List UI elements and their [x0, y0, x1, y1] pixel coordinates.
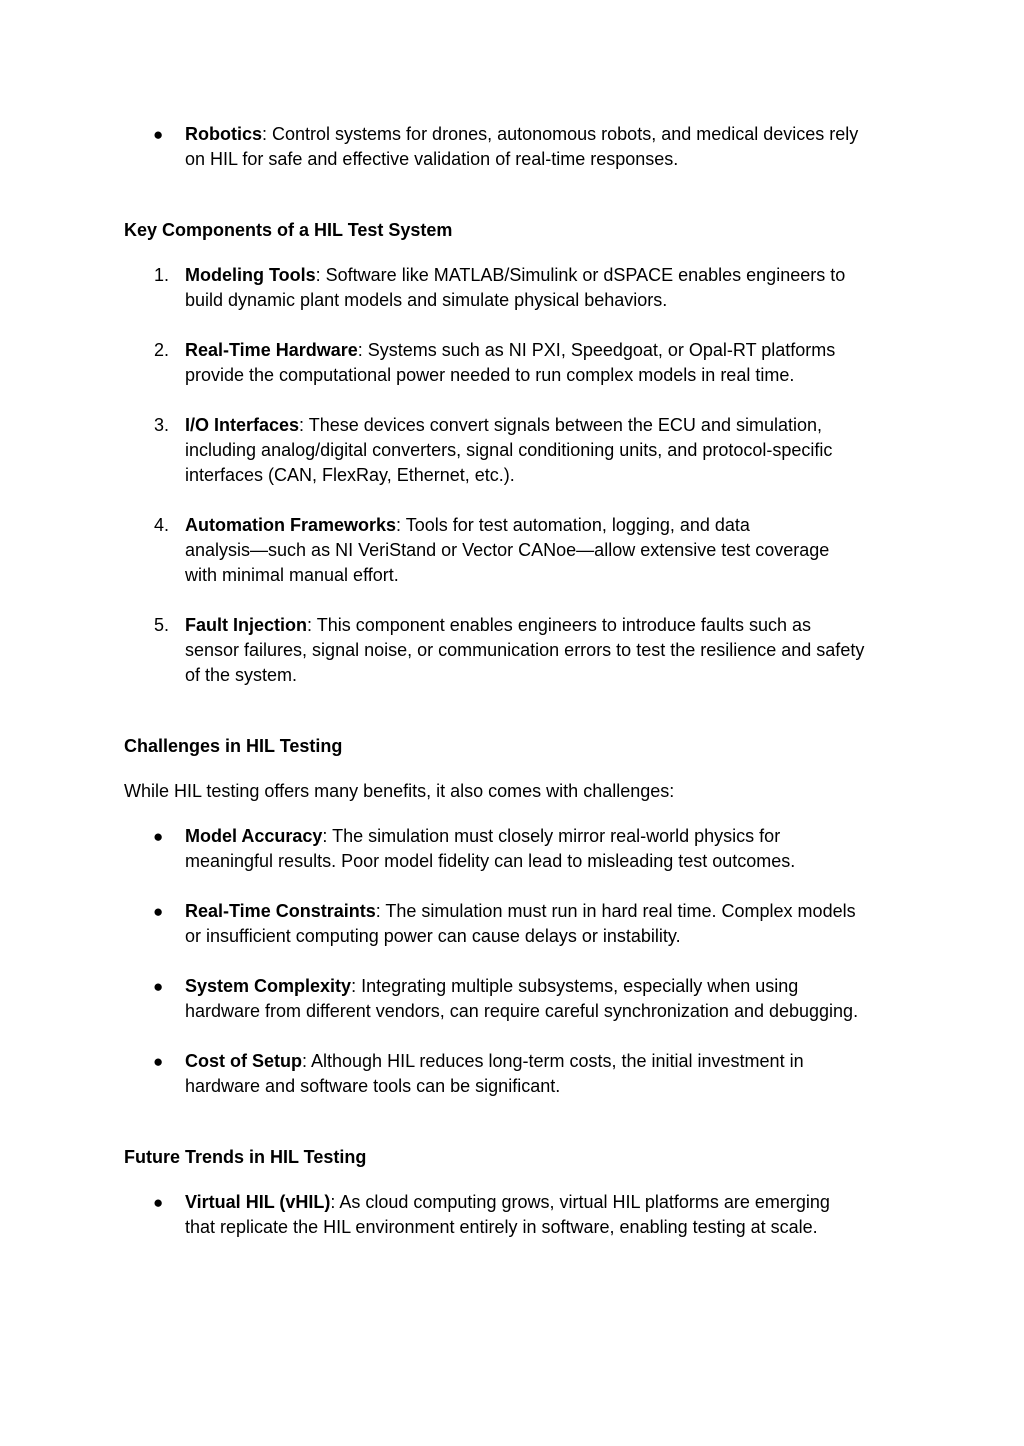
item-term: I/O Interfaces: [185, 415, 300, 435]
item-line: hardware and software tools can be significant.: [185, 1076, 561, 1096]
item-line: including analog/digital converters, signal conditioning units, and protocol-specific: [185, 440, 833, 460]
item-line: meaningful results. Poor model fidelity can lead to misleading test outcomes.: [185, 851, 796, 871]
item-text: : This component enables engineers to introduce faults such as: [307, 615, 811, 635]
item-line: [185, 974, 798, 999]
item-line: [185, 513, 750, 538]
item-line: [185, 122, 858, 147]
item-term: System Complexity: [185, 976, 352, 996]
item-line: [185, 613, 811, 638]
item-term: Fault Injection: [185, 615, 308, 635]
item-term: Virtual HIL (vHIL): [185, 1192, 331, 1212]
item-line: analysis—such as NI VeriStand or Vector CANoe—allow extensive test coverage: [185, 540, 830, 560]
item-line: [185, 263, 845, 288]
item-line: [185, 413, 822, 438]
item-text: : Systems such as NI PXI, Speedgoat, or Opal-RT platforms: [357, 340, 836, 360]
item-text: : Control systems for drones, autonomous robots, and medical devices rely: [262, 124, 859, 144]
item-text: : Although HIL reduces long-term costs, the initial investment in: [302, 1051, 804, 1071]
item-line: hardware from different vendors, can require careful synchronization and debugging.: [185, 1001, 859, 1021]
item-line: that replicate the HIL environment entirely in software, enabling testing at scale.: [185, 1217, 818, 1237]
item-text: : The simulation must run in hard real time. Complex models: [375, 901, 856, 921]
item-term: Cost of Setup: [185, 1051, 302, 1071]
section-heading-components: Key Components of a HIL Test System: [124, 220, 453, 240]
item-line: [185, 899, 856, 924]
item-line: [185, 338, 835, 363]
item-term: Robotics: [185, 124, 263, 144]
section-heading-trends: Future Trends in HIL Testing: [124, 1147, 367, 1167]
item-line: or insufficient computing power can cause delays or instability.: [185, 926, 681, 946]
item-text: : These devices convert signals between the ECU and simulation,: [299, 415, 822, 435]
item-term: Real-Time Constraints: [185, 901, 376, 921]
item-text: : Tools for test automation, logging, and data: [396, 515, 750, 535]
challenges-intro: While HIL testing offers many benefits, it also comes with challenges:: [124, 781, 675, 801]
number-marker: 1.: [154, 265, 170, 285]
item-line: on HIL for safe and effective validation of real-time responses.: [185, 149, 679, 169]
item-line: build dynamic plant models and simulate physical behaviors.: [185, 290, 668, 310]
item-line: interfaces (CAN, FlexRay, Ethernet, etc.).: [185, 465, 515, 485]
bullet-marker: ●: [153, 902, 164, 921]
number-marker: 2.: [154, 340, 170, 360]
bullet-marker: ●: [153, 1052, 164, 1071]
item-term: Modeling Tools: [185, 265, 316, 285]
item-line: provide the computational power needed to run complex models in real time.: [185, 365, 795, 385]
item-text: : As cloud computing grows, virtual HIL platforms are emerging: [330, 1192, 830, 1212]
item-line: [185, 1049, 804, 1074]
number-marker: 3.: [154, 415, 170, 435]
item-text: : The simulation must closely mirror real-world physics for: [322, 826, 781, 846]
item-term: Model Accuracy: [185, 826, 323, 846]
number-marker: 5.: [154, 615, 170, 635]
item-term: Automation Frameworks: [185, 515, 397, 535]
bullet-marker: ●: [153, 827, 164, 846]
item-line: of the system.: [185, 665, 298, 685]
bullet-marker: ●: [153, 1193, 164, 1212]
item-term: Real-Time Hardware: [185, 340, 358, 360]
bullet-marker: ●: [153, 125, 164, 144]
item-line: [185, 1190, 830, 1215]
item-text: : Integrating multiple subsystems, especially when using: [351, 976, 799, 996]
item-line: sensor failures, signal noise, or communication errors to test the resilience and safety: [185, 640, 865, 660]
number-marker: 4.: [154, 515, 170, 535]
bullet-marker: ●: [153, 977, 164, 996]
item-text: : Software like MATLAB/Simulink or dSPACE enables engineers to: [315, 265, 846, 285]
item-line: with minimal manual effort.: [185, 565, 399, 585]
item-line: [185, 824, 780, 849]
section-heading-challenges: Challenges in HIL Testing: [124, 736, 343, 756]
